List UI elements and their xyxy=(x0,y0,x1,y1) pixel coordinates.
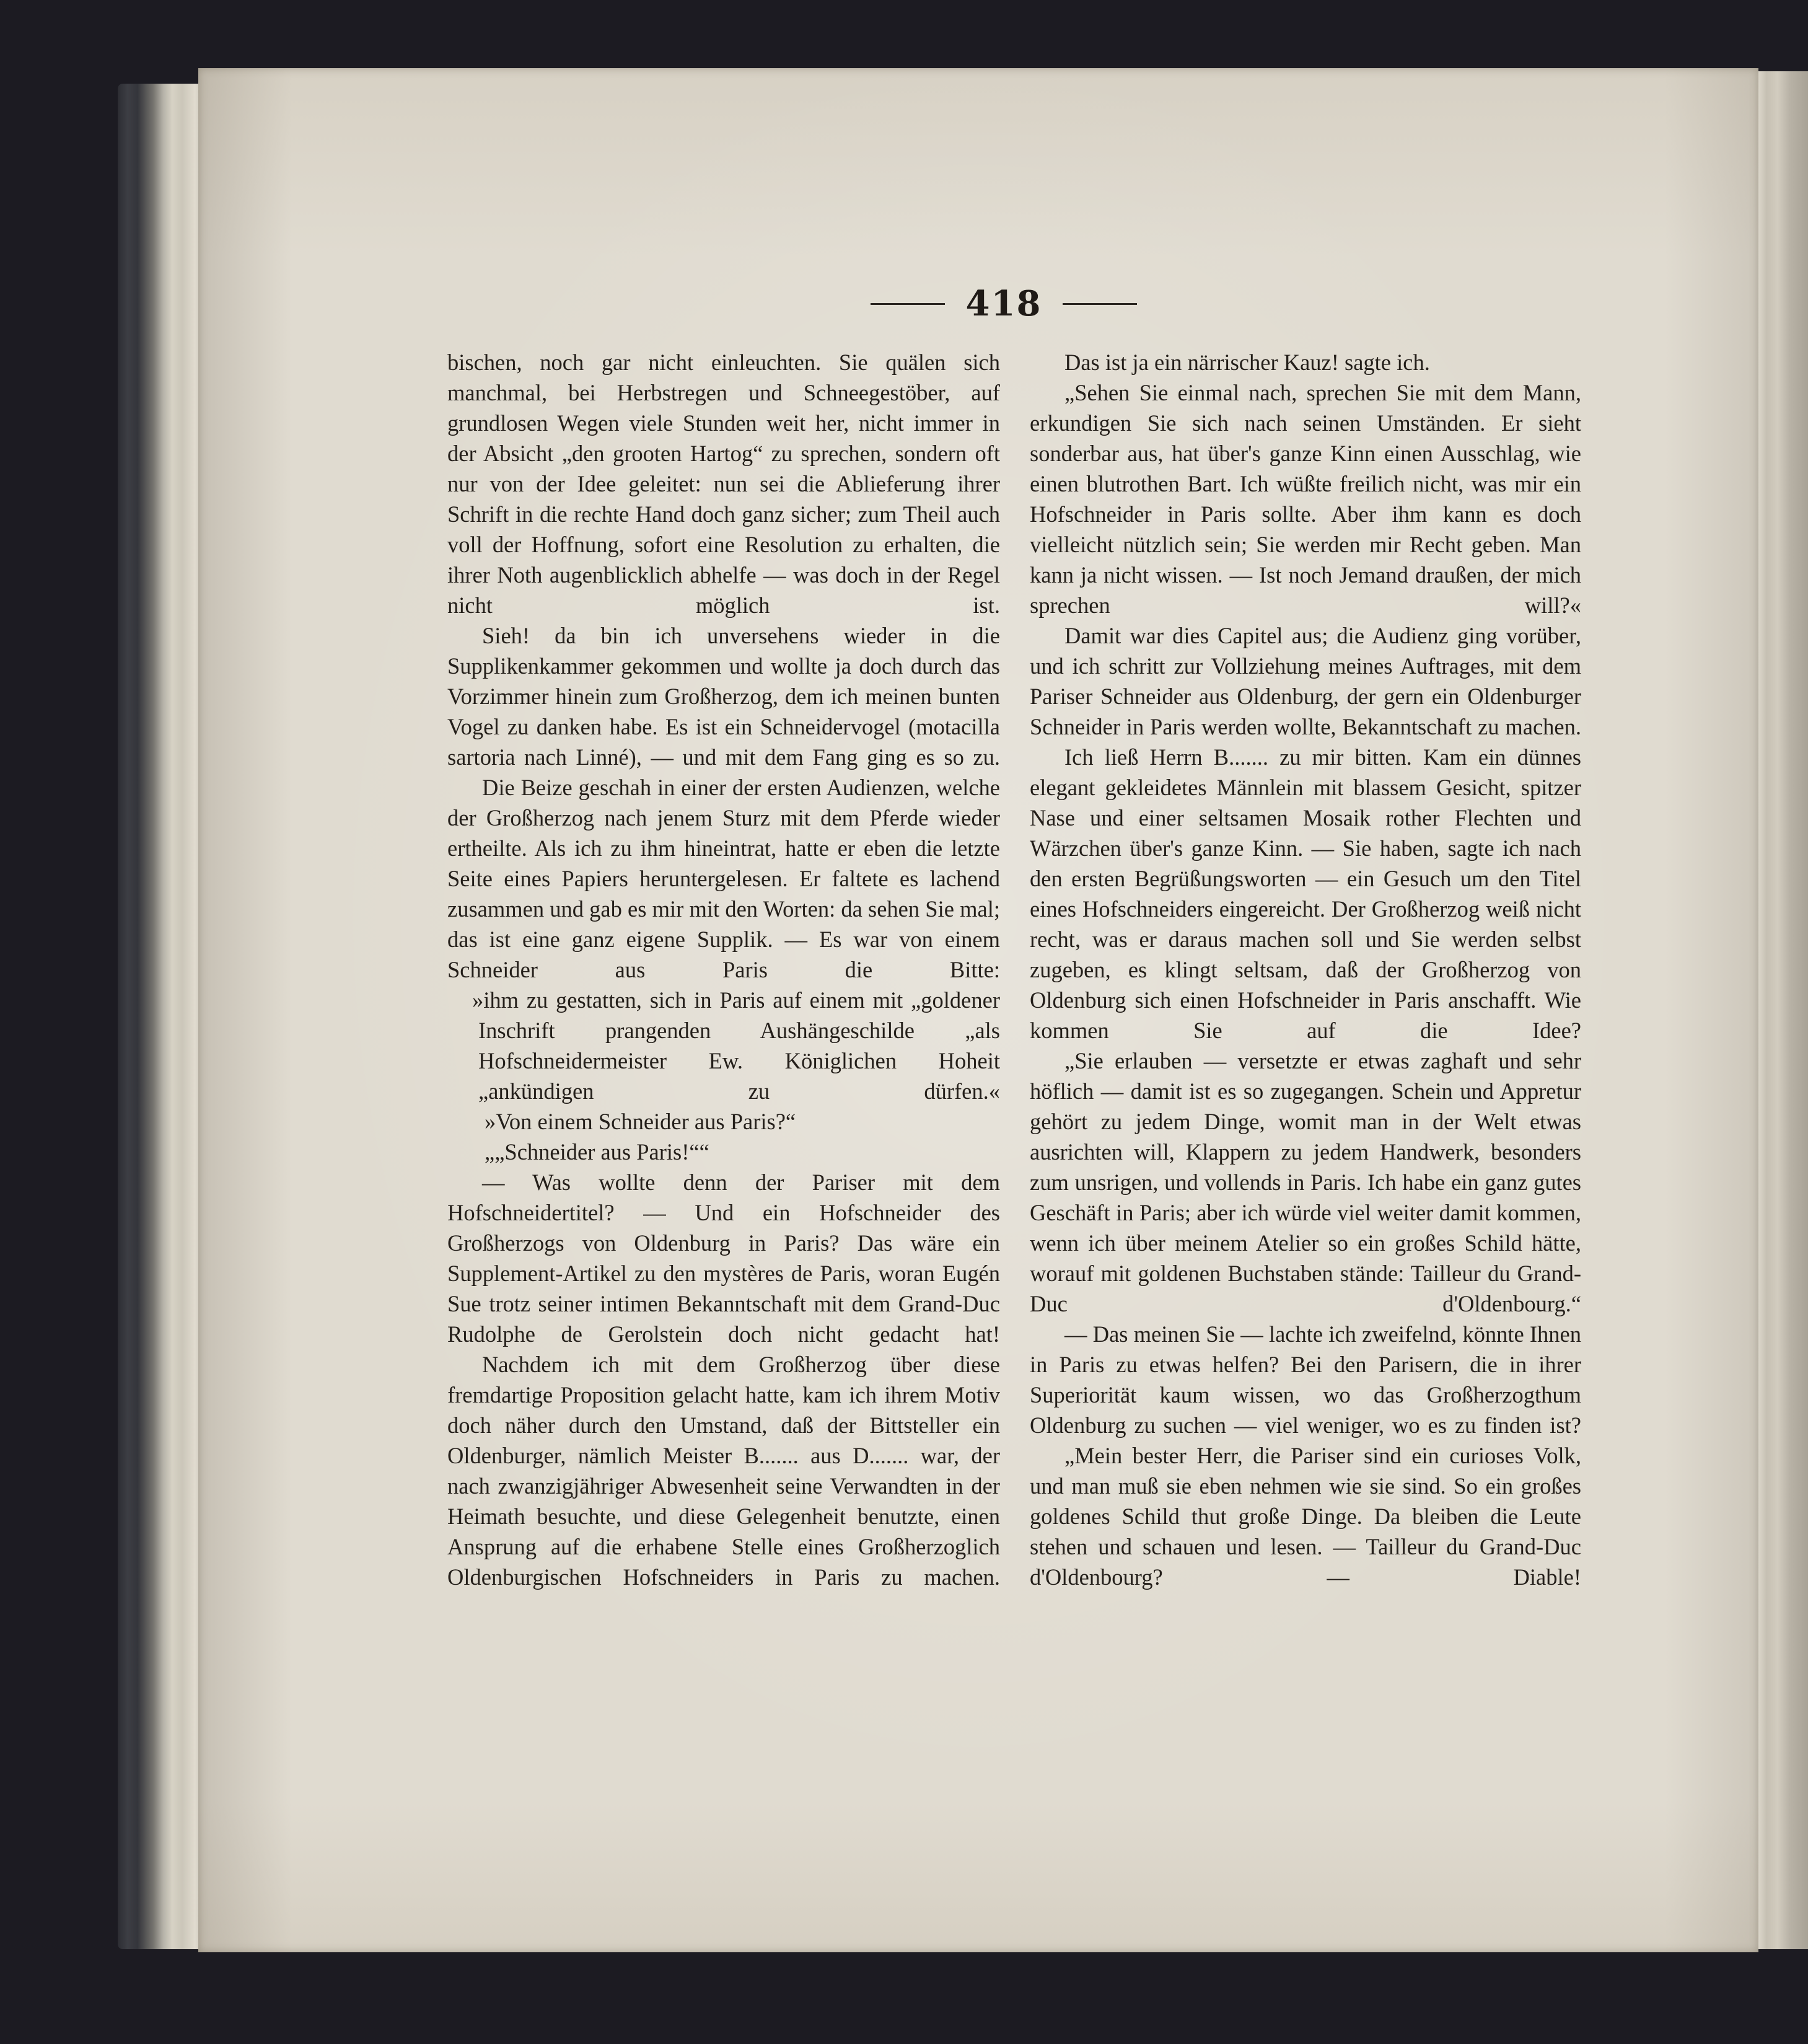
right-text-column xyxy=(1030,347,1581,1592)
paragraph: Damit war dies Capitel aus; die Audienz ging vorüber, und ich schritt zur Vollziehung meines Auftrages, mit dem Pariser Schneider aus Oldenburg, der gern ein Oldenburger Schneider in Paris werden wollte, Bekanntschaft zu machen. xyxy=(1030,623,1581,739)
paragraph: — Das meinen Sie — lachte ich zweifelnd, könnte Ihnen in Paris zu etwas helfen? Bei den Parisern, die in ihrer Superiorität kaum wissen, wo das Großherzogthum Oldenburg zu suchen — viel weniger, wo es zu finden ist? xyxy=(1030,1321,1581,1438)
page-number: 418 xyxy=(965,283,1042,324)
paragraph: „Sie erlauben — versetzte er etwas zaghaft und sehr höflich — damit ist es so zugegangen. Schein und Appretur gehört zu jedem Dinge, womit man in der Welt etwas ausrichten will, Klappern zu jedem Handwerk, besonders zum unsrigen, und vollends in Paris. Ich habe ein ganz gutes Geschäft in Paris; aber ich würde viel weiter damit kommen, wenn ich über meinem Atelier so ein großes Schild hätte, worauf mit goldenen Buchstaben stände: Tailleur du Grand-Duc d'Oldenbourg.“ xyxy=(1030,1048,1581,1316)
header-rule-left xyxy=(871,303,945,305)
paragraph: „Mein bester Herr, die Pariser sind ein curioses Volk, und man muß sie eben nehmen wie sie sind. So ein großes goldenes Schild thut große Dinge. Da bleiben die Leute stehen und schauen und lesen. — Tailleur du Grand-Duc d'Oldenbourg? — Diable! xyxy=(1030,1443,1581,1590)
paragraph: Die Beize geschah in einer der ersten Audienzen, welche der Großherzog nach jenem Sturz mit dem Pferde wieder ertheilte. Als ich zu ihm hineintrat, hatte er eben die letzte Seite eines Papiers heruntergelesen. Er faltete es lachend zusammen und gab es mir mit den Worten: da sehen Sie mal; das ist eine ganz eigene Supplik. — Es war von einem Schneider aus Paris die Bitte: xyxy=(447,775,1000,982)
header-rule-right xyxy=(1063,303,1137,305)
paragraph: — Was wollte denn der Pariser mit dem Hofschneidertitel? — Und ein Hofschneider des Großherzogs von Oldenburg in Paris? Das wäre ein Supplement-Artikel zu den mystères de Paris, woran Eugén Sue trotz seiner intimen Bekanntschaft mit dem Grand-Duc Rudolphe de Gerolstein doch nicht gedacht hat! xyxy=(447,1170,1000,1347)
paragraph: Ich ließ Herrn B....... zu mir bitten. Kam ein dünnes elegant gekleidetes Männlein mit blassem Gesicht, spitzer Nase und einer seltsamen Mosaik rother Flechten und Wärzchen über's ganze Kinn. — Sie haben, sagte ich nach den ersten Begrüßungsworten — ein Gesuch um den Titel eines Hofschneiders eingereicht. Der Großherzog weiß nicht recht, was er daraus machen soll und Sie werden selbst zugeben, es klingt seltsam, daß der Großherzog von Oldenburg sich einen Hofschneider in Paris anschafft. Wie kommen Sie auf die Idee? xyxy=(1030,744,1581,1043)
paragraph: Nachdem ich mit dem Großherzog über diese fremdartige Proposition gelacht hatte, kam ich ihrem Motiv doch näher durch den Umstand, daß der Bittsteller ein Oldenburger, nämlich Meister B....... aus D....... war, der nach zwanzigjähriger Abwesenheit seine Verwandten in der Heimath besuchte, und diese Gelegenheit benutzte, einen Ansprung auf die erhabene Stelle eines Großherzoglich Oldenburgischen Hofschneiders in Paris zu machen. xyxy=(447,1352,1000,1590)
page-header xyxy=(849,282,1159,325)
paragraph: Das ist ja ein närrischer Kauz! sagte ich. xyxy=(1064,350,1430,375)
quote-line: „„Schneider aus Paris!““ xyxy=(485,1139,709,1165)
paragraph: bischen, noch gar nicht einleuchten. Sie quälen sich manchmal, bei Herbstregen und Schneegestöber, auf grundlosen Wegen viele Stunden weit her, nicht immer in der Absicht „den grooten Hartog“ zu sprechen, sondern oft nur von der Idee geleitet: nun sei die Ablieferung ihrer Schrift in die rechte Hand doch ganz sicher; zum Theil auch voll der Hoffnung, sofort eine Resolution zu erhalten, die ihrer Noth augenblicklich abhelfe — was doch in der Regel nicht möglich ist. xyxy=(447,350,1000,618)
quote-line: »Von einem Schneider aus Paris?“ xyxy=(485,1109,796,1134)
quoted-petition: »ihm zu gestatten, sich in Paris auf einem mit „goldener Inschrift prangenden Aushängeschilde „als Hofschneidermeister Ew. Königlichen Hoheit „ankündigen zu dürfen.« xyxy=(472,987,1000,1104)
left-text-column xyxy=(447,347,1000,1592)
paragraph: Sieh! da bin ich unversehens wieder in die Supplikenkammer gekommen und wollte ja doch durch das Vorzimmer hinein zum Großherzog, dem ich meinen bunten Vogel zu danken habe. Es ist ein Schneidervogel (motacilla sartoria nach Linné), — und mit dem Fang ging es so zu. xyxy=(447,623,1000,770)
paragraph: „Sehen Sie einmal nach, sprechen Sie mit dem Mann, erkundigen Sie sich nach seinen Umständen. Er sieht sonderbar aus, hat über's ganze Kinn einen Ausschlag, wie einen blutrothen Bart. Ich wüßte freilich nicht, was mir ein Hofschneider in Paris sollte. Aber ihm kann es doch vielleicht nützlich sein; Sie werden mir Recht geben. Man kann ja nicht wissen. — Ist noch Jemand draußen, der mich sprechen will?« xyxy=(1030,380,1581,618)
